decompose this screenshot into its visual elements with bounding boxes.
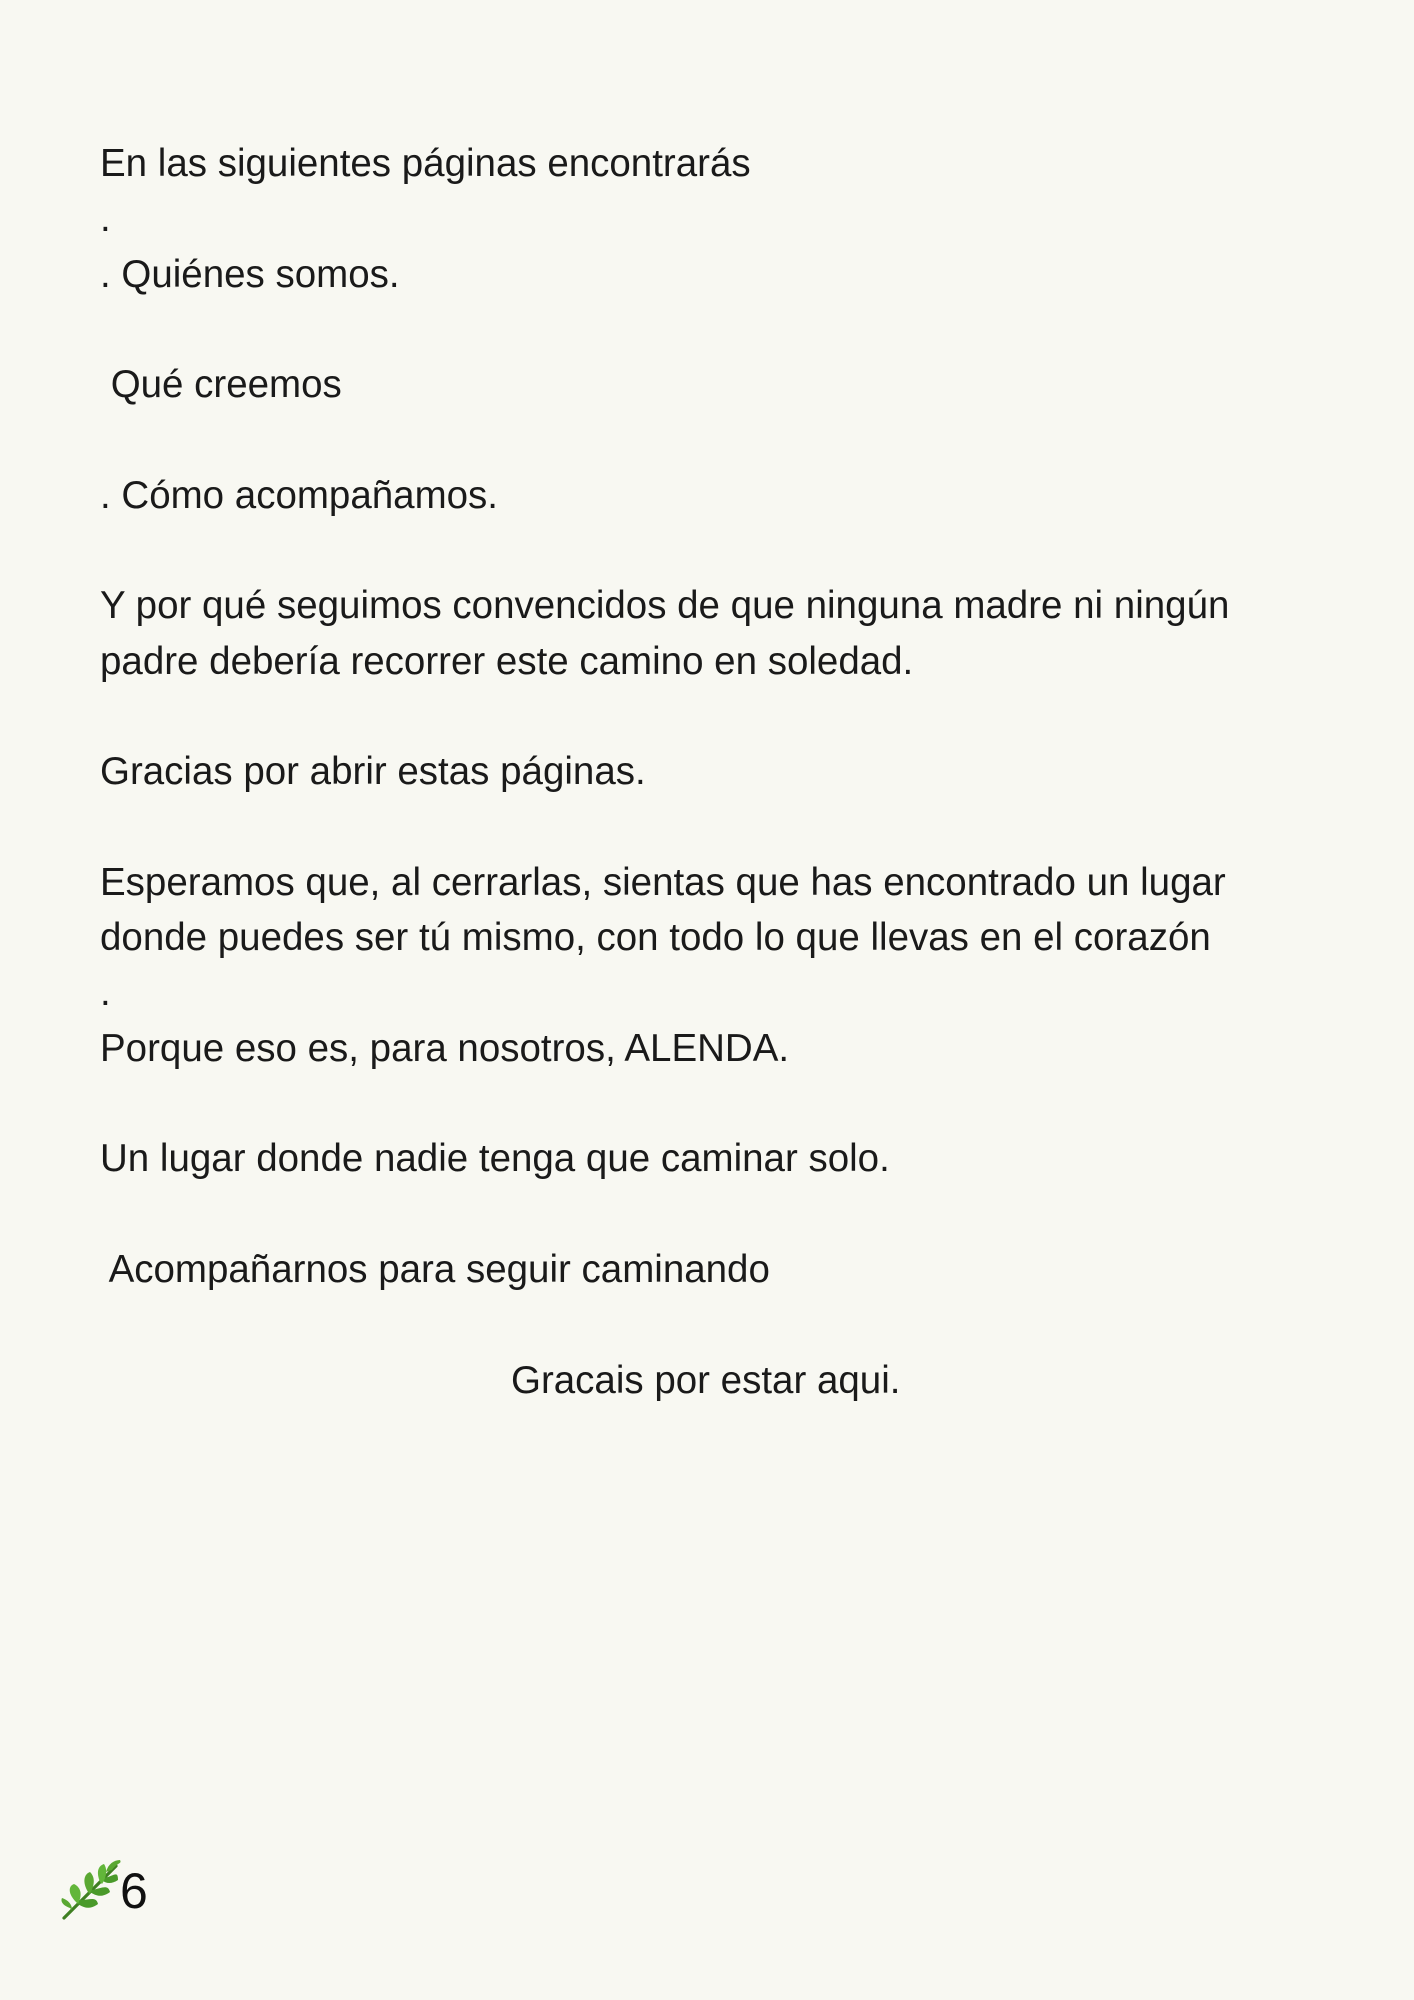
paragraph-line: Esperamos que, al cerrarlas, sientas que has encontrado un lugar	[100, 860, 1226, 904]
list-item-quienes-somos: . Quiénes somos.	[100, 252, 400, 296]
spacer	[100, 1076, 1300, 1131]
paragraph-line: Y por qué seguimos convencidos de que ninguna madre ni ningún	[100, 584, 1230, 628]
spacer	[100, 302, 1300, 357]
spacer	[100, 523, 1300, 578]
spacer	[100, 1297, 1300, 1352]
list-item-que-creemos: Qué creemos	[100, 363, 342, 407]
dot-line: .	[100, 971, 111, 1015]
paragraph-line: Acompañarnos para seguir caminando	[100, 1247, 770, 1291]
paragraph-line: padre debería recorrer este camino en soledad.	[100, 639, 914, 683]
intro-line: En las siguientes páginas encontrarás	[100, 142, 751, 185]
dot-line: .	[100, 197, 111, 241]
spacer	[100, 689, 1300, 744]
thanks-line: Gracias por abrir estas páginas.	[100, 750, 646, 794]
list-item-como-acompanamos: . Cómo acompañamos.	[100, 473, 499, 517]
paragraph-line: Un lugar donde nadie tenga que caminar solo.	[100, 1137, 890, 1181]
page-body	[100, 136, 1300, 1408]
spacer	[100, 1187, 1300, 1242]
paragraph-line: Porque eso es, para nosotros, ALENDA.	[100, 1026, 790, 1070]
spacer	[100, 412, 1300, 467]
closing-line: Gracais por estar aqui.	[511, 1358, 901, 1402]
spacer	[100, 800, 1300, 855]
page-number: 6	[120, 1863, 148, 1919]
leaf-sprig-icon	[56, 1858, 122, 1924]
page-footer	[56, 1858, 148, 1924]
paragraph-line: donde puedes ser tú mismo, con todo lo que llevas en el corazón	[100, 916, 1211, 960]
